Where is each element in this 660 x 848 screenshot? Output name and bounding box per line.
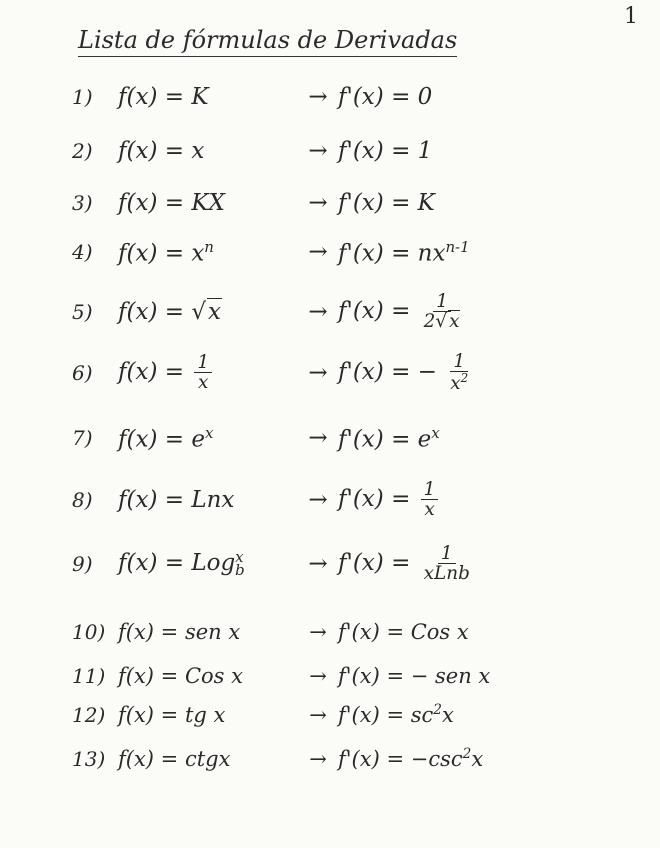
formula-function [118,424,298,453]
denominator-base: x [450,373,461,395]
derivative-prefix: f'(x) = [338,549,418,576]
formula-derivative: f'(x) = Cos x [338,620,469,644]
denominator [447,372,471,393]
derivative-exponent: 2 [433,702,442,718]
formula-number: 11) [72,664,106,688]
arrow-icon: → [308,239,328,266]
formula-derivative: f'(x) = 1 [338,138,433,164]
formula-row-4 [72,238,632,267]
formula-row-9 [72,544,632,584]
formula-row-12 [72,702,632,727]
fraction [421,292,464,332]
numerator: 1 [438,544,456,564]
fraction [421,544,473,584]
arrow-icon: → [309,620,327,644]
derivative-base: f'(x) = sc [338,703,434,727]
derivative-prefix: f'(x) = − [338,358,437,385]
formula-derivative [338,292,466,332]
log-base: b [235,561,245,580]
formula-number: 10) [72,620,106,644]
formula-derivative: f'(x) = K [338,190,435,216]
formula-row-3 [72,190,632,216]
numerator: 1 [433,292,451,312]
derivative-base: f'(x) = e [338,426,432,453]
formula-derivative [338,702,454,727]
page-title: Lista de fórmulas de Derivadas [78,26,457,57]
log-argument: x [235,547,244,566]
page-number: 1 [624,4,638,29]
formula-function [118,238,298,267]
arrow-icon: → [309,702,327,727]
formula-row-11 [72,664,632,688]
formula-derivative: f'(x) = − sen x [338,664,491,688]
numerator: 1 [421,480,439,500]
formula-function: f(x) = tg x [118,702,226,727]
arrow-icon: → [308,190,328,216]
sqrt-icon: √ [191,298,206,325]
formula-function: f(x) = KX [118,190,225,216]
formula-number: 8) [72,487,93,512]
formula-derivative [338,544,476,584]
arrow-icon: → [308,425,328,452]
function-base: f(x) = e [118,426,205,453]
formula-row-6 [72,352,632,394]
denominator [421,312,464,331]
arrow-icon: → [308,359,328,386]
function-prefix: f(x) = Log [118,550,236,577]
formula-number: 6) [72,360,93,385]
formula-function: f(x) = sen x [118,620,241,644]
formula-function: f(x) = ctgx [118,746,231,771]
derivative-tail: x [441,703,454,727]
function-exponent: x [204,424,214,442]
fraction [421,480,439,520]
formula-function: f(x) = K [118,84,209,110]
derivative-tail: x [471,747,484,771]
function-prefix: f(x) = [118,358,192,385]
derivative-exponent: x [431,424,440,442]
formula-number: 12) [72,702,106,727]
arrow-icon: → [309,746,327,771]
formula-row-2 [72,138,632,164]
derivative-exponent: 2 [462,746,472,762]
derivative-prefix: f'(x) = [338,297,418,324]
formula-number: 9) [72,551,93,576]
fraction [194,353,212,393]
derivative-exponent: n-1 [445,238,470,256]
formula-derivative: f'(x) = 0 [338,84,433,110]
radicand: x [449,311,460,333]
formula-function [118,547,298,580]
formula-number: 1) [72,85,93,109]
numerator: 1 [450,352,468,372]
derivative-base: f'(x) = −csc [338,747,463,771]
denominator-exponent: 2 [460,371,469,386]
derivative-base: f'(x) = nx [338,240,446,267]
formula-function: f(x) = Cos x [118,664,243,688]
arrow-icon: → [308,138,328,164]
formula-derivative [338,238,470,267]
formula-derivative [338,424,440,453]
formula-function: f(x) = x [118,138,205,164]
formula-function: f(x) = Lnx [118,486,235,513]
formula-number: 4) [72,240,93,265]
denominator: xLnb [423,563,470,585]
function-prefix: f(x) = [118,298,192,325]
arrow-icon: → [308,550,328,577]
function-exponent: n [204,238,214,256]
function-base: f(x) = x [118,240,205,267]
arrow-icon: → [308,84,328,110]
radicand: x [207,298,221,325]
formula-row-5 [72,292,632,332]
formula-row-8 [72,480,632,520]
formula-function [118,299,298,325]
formula-derivative [338,746,483,771]
formula-number: 7) [72,426,93,451]
numerator: 1 [194,353,212,373]
formula-row-10 [72,620,632,644]
formula-number: 3) [72,191,93,215]
formula-row-13 [72,746,632,771]
fraction [447,352,471,394]
formula-function [118,353,298,393]
formula-derivative [338,352,474,394]
arrow-icon: → [308,486,328,513]
formula-derivative [338,480,441,520]
formula-number: 13) [72,746,106,771]
formula-row-1 [72,84,632,110]
formula-number: 2) [72,139,93,163]
denominator: x [424,499,435,521]
formula-number: 5) [72,299,93,324]
formula-row-7 [72,424,632,453]
arrow-icon: → [309,664,327,688]
derivative-prefix: f'(x) = [338,485,418,512]
denominator-prefix: 2√ [423,311,448,333]
arrow-icon: → [308,298,328,325]
denominator: x [197,372,209,394]
